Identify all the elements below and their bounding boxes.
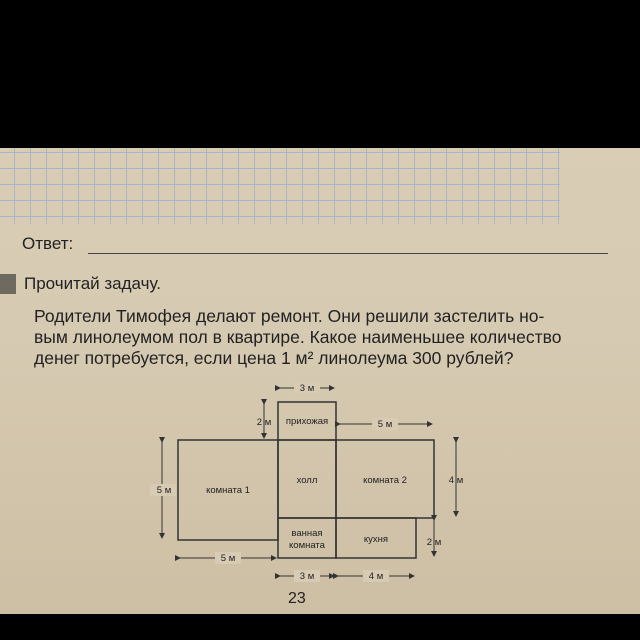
dim-top-width: 3 м — [299, 383, 315, 394]
dim-entry-height: 2 м — [256, 417, 272, 428]
page-number: 23 — [288, 590, 306, 607]
task-line: вым линолеумом пол в квартире. Какое наименьшее количество — [34, 327, 562, 347]
workbook-page — [0, 148, 640, 614]
floor-plan — [0, 148, 640, 614]
dim-room2-width: 5 м — [377, 419, 393, 430]
dim-room2-height: 4 м — [448, 475, 464, 486]
dim-bottom-right: 4 м — [368, 571, 384, 582]
room-label-2: комната 2 — [363, 475, 407, 486]
dim-room1-width: 5 м — [220, 553, 236, 564]
task-line: Родители Тимофея делают ремонт. Они решили застелить но- — [34, 306, 545, 326]
dim-room1-height: 5 м — [156, 485, 172, 496]
task-line: денег потребуется, если цена 1 м² линолеума 300 рублей? — [34, 348, 514, 368]
room-label-kitchen: кухня — [363, 534, 389, 545]
answer-label: Ответ: — [22, 234, 74, 253]
room-label-1: комната 1 — [206, 485, 250, 496]
room-label-bathroom: комната — [289, 540, 325, 551]
room-label-bathroom: ванная — [291, 528, 323, 539]
task-title: Прочитай задачу. — [24, 274, 162, 293]
dim-bottom-left: 3 м — [299, 571, 315, 582]
room-label-hall: холл — [296, 475, 318, 486]
room-label-entry: прихожая — [285, 416, 329, 427]
dim-kitchen-height: 2 м — [426, 537, 442, 548]
